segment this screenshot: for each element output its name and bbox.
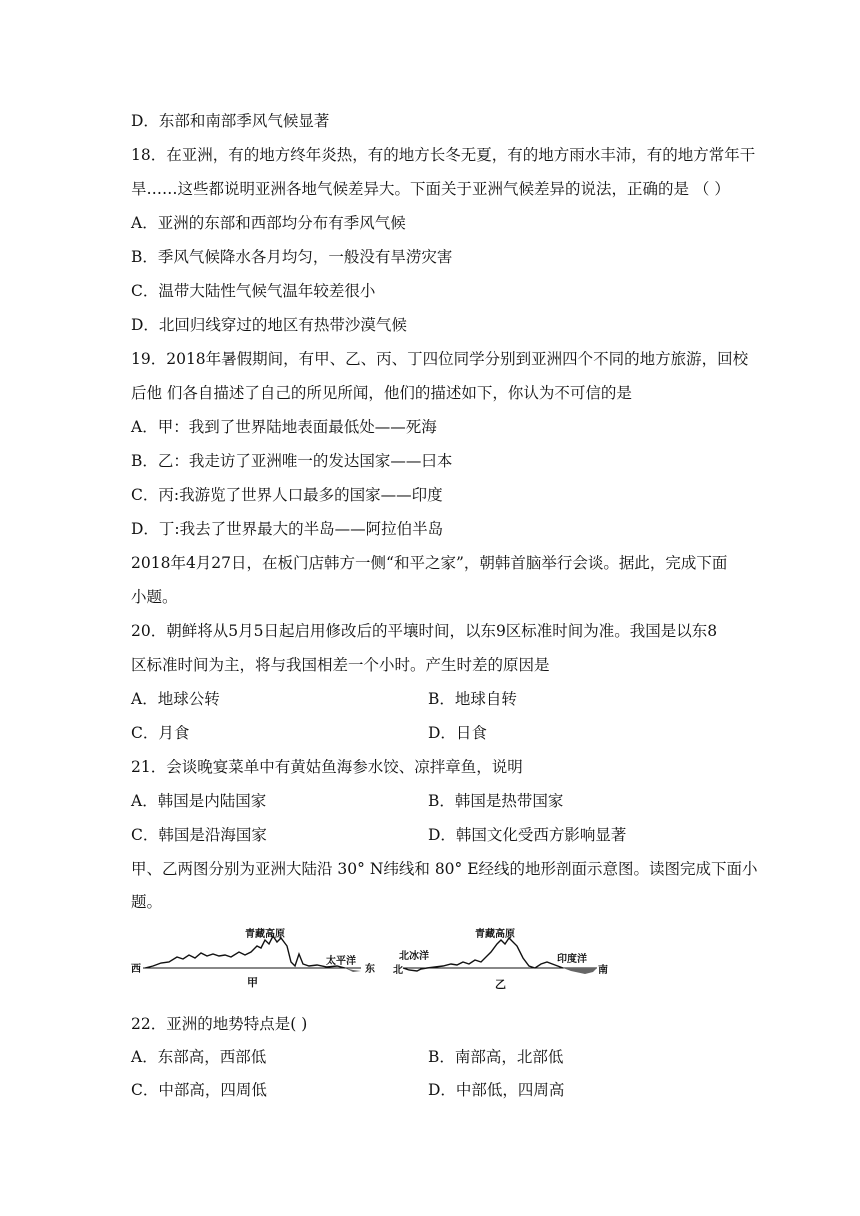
label-plateau-jia: 青藏高原 bbox=[245, 929, 285, 940]
profile-yi bbox=[393, 927, 608, 991]
q20-option-b: B．地球自转 bbox=[428, 690, 517, 708]
label-arctic: 北冰洋 bbox=[399, 951, 429, 962]
terrain-profile-figure bbox=[131, 922, 611, 994]
q21-option-b: B．韩国是热带国家 bbox=[428, 792, 564, 810]
q19-option-c: C．丙:我游览了世界人口最多的国家——印度 bbox=[131, 486, 443, 504]
label-north: 北 bbox=[393, 965, 403, 976]
q18-option-a: A．亚洲的东部和西部均分布有季风气候 bbox=[131, 214, 406, 232]
q18-stem-line2: 旱……这些都说明亚洲各地气候差异大。下面关于亚洲气候差异的说法，正确的是 （ ） bbox=[131, 180, 730, 198]
q17-option-d: D．东部和南部季风气候显著 bbox=[131, 112, 330, 130]
context-line1: 2018年4月27日，在板门店韩方一侧“和平之家”，朝韩首脑举行会谈。据此，完成下面 bbox=[131, 554, 728, 572]
label-west: 西 bbox=[131, 964, 141, 975]
q19-option-a: A．甲：我到了世界陆地表面最低处——死海 bbox=[131, 418, 437, 436]
q18-option-b: B．季风气候降水各月均匀，一般没有旱涝灾害 bbox=[131, 248, 453, 266]
q18-option-c: C．温带大陆性气候气温年较差很小 bbox=[131, 282, 376, 300]
caption-jia: 甲 bbox=[247, 976, 258, 989]
label-east: 东 bbox=[365, 964, 375, 975]
terrain-line-jia bbox=[145, 936, 345, 968]
q20-option-d: D．日食 bbox=[428, 724, 487, 742]
label-pacific: 太平洋 bbox=[326, 956, 356, 967]
label-south: 南 bbox=[598, 965, 608, 976]
ocean-floor-jia bbox=[345, 968, 361, 972]
q22-stem: 22．亚洲的地势特点是( ) bbox=[131, 1015, 308, 1033]
q21-option-d: D．韩国文化受西方影响显著 bbox=[428, 826, 627, 844]
q20-option-a: A．地球公转 bbox=[131, 690, 220, 708]
context-line2: 小题。 bbox=[131, 588, 178, 606]
caption-yi: 乙 bbox=[495, 978, 506, 991]
q19-option-d: D．丁:我去了世界最大的半岛——阿拉伯半岛 bbox=[131, 520, 444, 538]
q20-option-c: C．月食 bbox=[131, 724, 190, 742]
ocean-floor-yi bbox=[563, 968, 597, 974]
q21-stem: 21．会谈晚宴菜单中有黄姑鱼海参水饺、凉拌章鱼，说明 bbox=[131, 758, 523, 776]
q21-option-a: A．韩国是内陆国家 bbox=[131, 792, 267, 810]
q22-option-d: D．中部低，四周高 bbox=[428, 1081, 565, 1099]
q22-intro-line1: 甲、乙两图分别为亚洲大陆沿 30° N纬线和 80° E经线的地形剖面示意图。读图完成下面小 bbox=[131, 860, 758, 878]
profile-jia bbox=[131, 927, 375, 989]
q18-stem-line1: 18．在亚洲，有的地方终年炎热，有的地方长冬无夏，有的地方雨水丰沛，有的地方常年干 bbox=[131, 146, 756, 164]
label-plateau-yi: 青藏高原 bbox=[475, 929, 515, 940]
label-indian: 印度洋 bbox=[557, 954, 587, 965]
q22-option-b: B．南部高，北部低 bbox=[428, 1048, 564, 1066]
q21-option-c: C．韩国是沿海国家 bbox=[131, 826, 267, 844]
q18-option-d: D．北回归线穿过的地区有热带沙漠气候 bbox=[131, 316, 407, 334]
q22-option-a: A．东部高，西部低 bbox=[131, 1048, 267, 1066]
q19-stem-line1: 19．2018年暑假期间，有甲、乙、丙、丁四位同学分别到亚洲四个不同的地方旅游，回校 bbox=[131, 350, 749, 368]
q22-intro-line2: 题。 bbox=[131, 893, 163, 911]
q22-option-c: C．中部高，四周低 bbox=[131, 1081, 267, 1099]
q20-stem-line2: 区标准时间为主，将与我国相差一个小时。产生时差的原因是 bbox=[131, 656, 550, 674]
q19-option-b: B．乙：我走访了亚洲唯一的发达国家——曰本 bbox=[131, 452, 453, 470]
q20-stem-line1: 20．朝鲜将从5月5日起启用修改后的平壤时间，以东9区标准时间为准。我国是以东8 bbox=[131, 622, 718, 640]
q19-stem-line2: 后他 们各自描述了自己的所见所闻，他们的描述如下，你认为不可信的是 bbox=[131, 384, 632, 402]
